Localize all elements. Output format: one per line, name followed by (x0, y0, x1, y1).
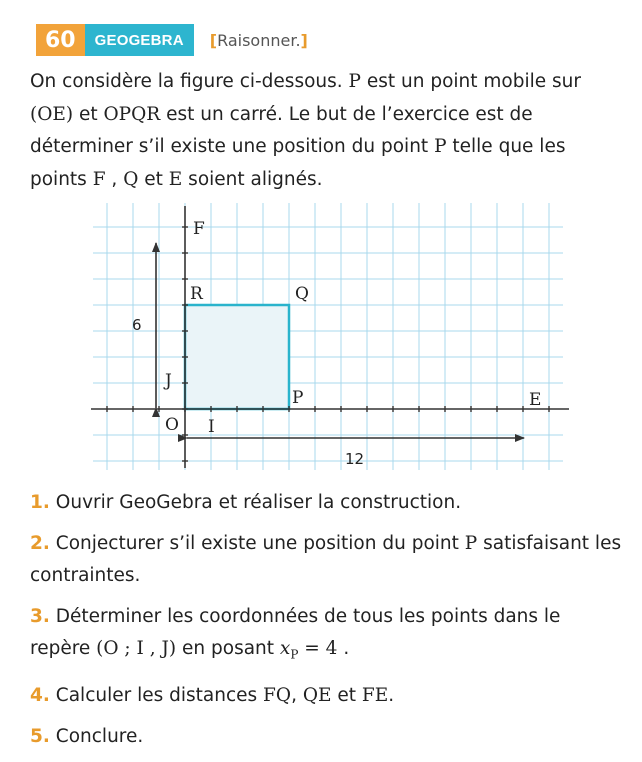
label-i: I (208, 417, 215, 437)
intro-text: est un carré. Le but de l’exercice est de déterminer s’il existe une position du point (30, 103, 533, 157)
point-p: P (464, 533, 478, 554)
exercise-statement (30, 66, 626, 196)
equation-value: = 4 (298, 638, 338, 659)
step-4 (30, 680, 626, 712)
skill-bracket-open: [ (209, 30, 218, 50)
point-p: P (348, 71, 361, 92)
step-text: Conclure. (55, 725, 144, 747)
label-twelve: 12 (345, 450, 365, 468)
step-number: 2. (30, 533, 50, 554)
step-number: 1. (30, 492, 50, 513)
step-number: 4. (30, 684, 50, 706)
label-e: E (529, 390, 542, 410)
step-text: . (388, 684, 395, 706)
step-number: 5. (30, 725, 50, 747)
steps-list (30, 487, 626, 762)
step-number: 3. (30, 606, 50, 627)
step-text: en posant (176, 638, 280, 659)
step-text: satisfaisant les contraintes. (30, 533, 622, 586)
square-opqr-shape (185, 305, 289, 409)
exercise-number-badge: 60 (36, 24, 85, 56)
step-text: et (331, 684, 362, 706)
skill-label (210, 31, 308, 50)
point-q: Q (123, 168, 139, 190)
skill-text: Raisonner. (217, 30, 301, 50)
step-2 (30, 528, 626, 592)
intro-text: est un point mobile sur (360, 71, 582, 92)
step-3 (30, 601, 626, 671)
step-text: , (291, 684, 303, 706)
step-text: Ouvrir GeoGebra et réaliser la construction. (55, 492, 462, 513)
exercise-header (36, 24, 308, 56)
intro-text: telle que les points (30, 136, 566, 190)
intro-text: , (105, 168, 124, 190)
subscript-p: P (290, 647, 299, 662)
distance-fq: FQ (263, 684, 292, 706)
intro-text: et (73, 103, 104, 125)
point-f: F (92, 168, 106, 190)
step-text: Calculer les distances (55, 684, 264, 706)
geogebra-tag: GEOGEBRA (85, 24, 194, 56)
distance-qe: QE (302, 684, 332, 706)
repere: (O ; I , J) (96, 638, 177, 659)
intro-text: soient alignés. (182, 168, 323, 190)
label-six: 6 (132, 316, 142, 334)
line-oe: (OE) (30, 103, 74, 125)
geometry-figure (85, 198, 575, 476)
grid-lines (93, 203, 563, 470)
label-q: Q (295, 284, 309, 304)
label-p: P (292, 388, 304, 408)
label-f: F (193, 219, 205, 239)
intro-text: et (138, 168, 169, 190)
variable-x: x (279, 638, 291, 659)
step-text: Conjecturer s’il existe une position du point (55, 533, 465, 554)
step-5 (30, 721, 626, 753)
step-1 (30, 487, 626, 519)
square-opqr: OPQR (103, 103, 161, 125)
step-text: . (337, 638, 350, 659)
point-e: E (168, 168, 183, 190)
point-p: P (434, 136, 447, 157)
step-text: Déterminer les coordonnées de tous les points dans le repère (30, 606, 561, 659)
intro-text: On considère la figure ci-dessous. (30, 71, 349, 92)
label-j: J (165, 371, 172, 391)
skill-bracket-close: ] (300, 30, 308, 50)
label-r: R (190, 284, 203, 304)
label-o: O (165, 415, 179, 435)
distance-fe: FE (361, 684, 389, 706)
